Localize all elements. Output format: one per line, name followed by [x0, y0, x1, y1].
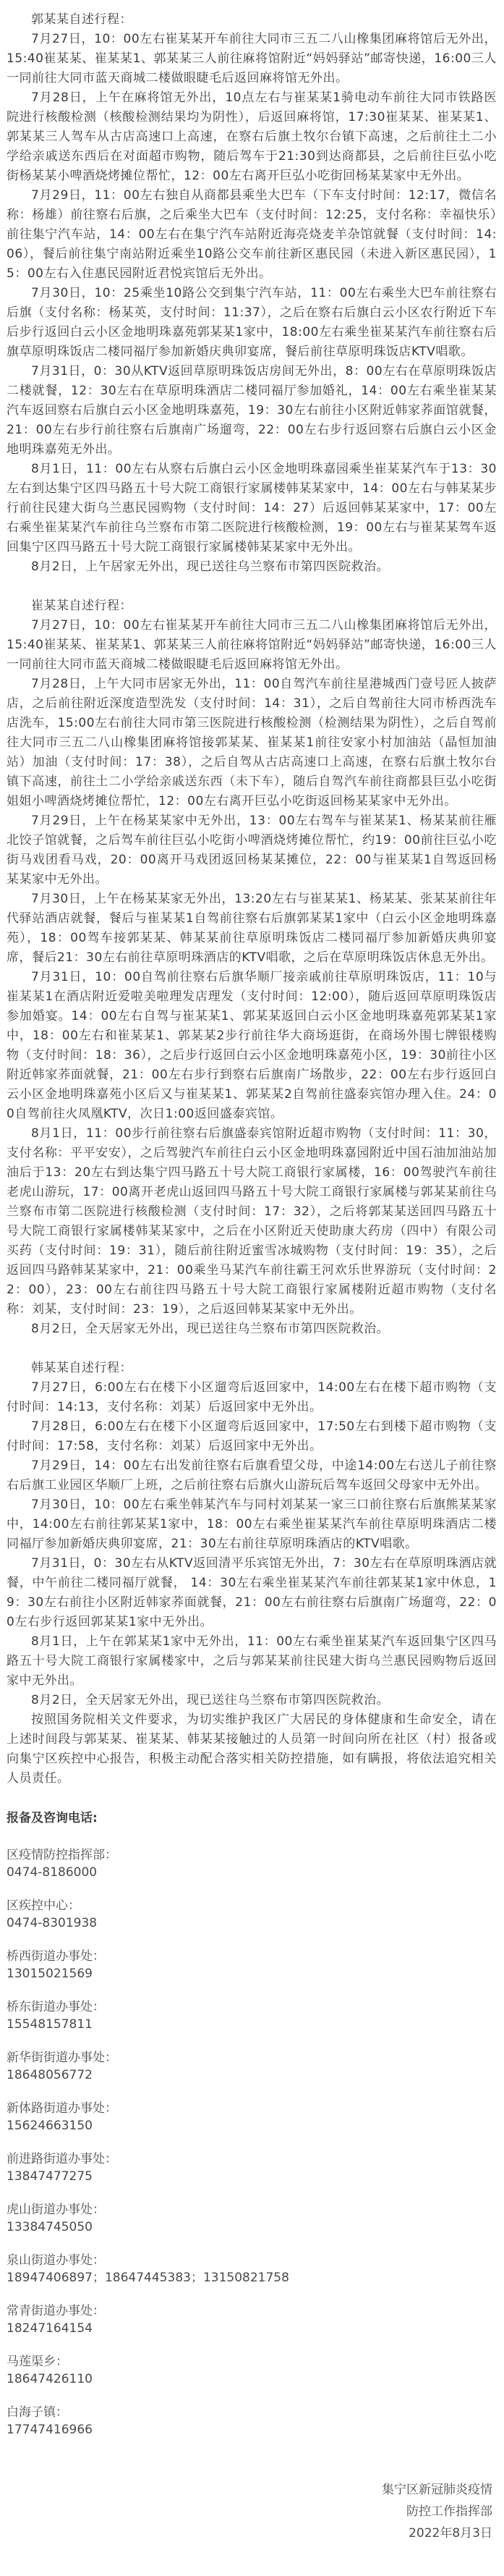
compliance-notice-text: 按照国务院相关文件要求，为切实维护我区广大居民的身体健康和生命安全，请在上述时间段与郭某某、崔某某、韩某某接触过的人员第一时间向所在社区（村）报备或向集宁区疾控中心报告，积极主动配合落实相关防控措施，如有瞒报，将依法追究相关人员责任。 [7, 1713, 497, 1786]
hotline-entry [7, 2150, 497, 2185]
hotline-number: 15548157811 [7, 2017, 93, 2032]
hotline-label: 区疫情防控指挥部： [7, 1848, 117, 1862]
hotline-entry [7, 2302, 497, 2337]
trajectory-paragraph: 7月31日，0：30从KTV返回草原明珠饭店房间无外出，8：00左右在草原明珠饭店二楼就餐，12：30左右在草原明珠酒店二楼同福厅参加婚礼，14：00左右乘坐崔某某汽车返回察右后旗白云小区金地明珠嘉苑，19：30左右前往小区附近韩家荞面馆就餐，21：00左右步行前往察右后旗南广场遛弯，22：00左右步行返回察右后旗白云小区金地明珠嘉苑无外出。 [7, 364, 497, 457]
trajectory-paragraph: 7月31日，10：00自驾前往察右后旗华顺厂接亲戚前往草原明珠饭店，11：10与崔某某1在酒店附近爱啦美啦理发店理发（支付时间：12:00），随后返回草原明珠饭店参加婚宴。14：00左右自驾与崔某某1、郭某某返回白云小区金地明珠嘉苑郭某某1家中，18：00左右和崔某某1、郭某某2步行前往华大商场逛街，在商场外围七牌银楼购物（支付时间：18：36），之后步行返回白云小区金地明珠嘉苑小区，19：30前往小区附近韩家荞面就餐，21：00左右步行到察右后旗南广场散步，22：00左右步行返回白云小区金地明珠嘉苑小区后又与崔某某1、郭某某2自驾前往盛泰宾馆办理入住。24：00自驾前往火凤凰KTV，次日1:00返回盛泰宾馆。 [7, 970, 497, 1121]
hotline-label: 泉山街道办事处： [7, 2253, 105, 2268]
trajectory-paragraph: 7月28日，上午大同市居家无外出，11：00自驾汽车前往星港城西门壹号匠人披萨店，之后前往附近深度造型洗发（支付时间：14：31），之后自驾前往大同市桥西洗车店洗车，15:00左右前往大同市第三医院进行核酸检测（检测结果为阴性），之后自驾前往大同市三五二八山橡集团麻将馆接郭某某、崔某某1前往安家小村加油站（晶恒加油站）加油（支付时间：17：38），之后自驾从古店高速口上高速，在察右后旗土牧尔台镇下高速，前往土二小学给亲戚送东西（未下车），随后自驾汽车前往商都县巨弘小吃街姐姐小啤酒烧烤摊位帮忙，12：00左右离开巨弘小吃街返回杨某某家中无外出。 [7, 677, 497, 808]
hotline-number: 17747416966 [7, 2423, 93, 2437]
trajectory-paragraph: 7月30日，10：00左右乘坐韩某汽车与同村刘某某一家三口前往察右后旗熊某某家中，14:00左右前往郭某某1家中，18：00左右乘坐崔某某汽车前往草原明珠酒店二楼同福厅参加新婚庆典卯宴席，21：30左右前往草原明珠酒店的KTV唱歌。 [7, 1498, 497, 1551]
signature-org-line2: 防控工作指挥部 [406, 2504, 492, 2519]
hotline-number: 18247164154 [7, 2321, 93, 2336]
trajectory-paragraph: 7月30日，上午在杨某某家无外出，13:20左右与崔某某1、杨某某、张某某前往年代驿站酒店就餐，餐后与崔某某1自驾前往察右后旗郭某某1家中（白云小区金地明珠嘉苑），18：00驾车接郭某某、韩某某前往草原明珠饭店二楼同福厅参加新婚庆典卯宴席，餐后21：30左右前往草原明珠酒店的KTV唱歌，之后在草原明珠饭店休息无外出。 [7, 892, 497, 965]
hotline-number: 13847477275 [7, 2169, 93, 2184]
trajectory-paragraph: 7月28日，上午在麻将馆无外出，10点左右与崔某某1骑电动车前往大同市铁路医院进行核酸检测（核酸检测结果均为阴性），后返回麻将馆，17:30崔某某、崔某某1、郭某某三人驾车从古店高速口上高速，在察右后旗土牧尔台镇下高速，之后前往土二小学给亲戚送东西后在对面超市购物，随后驾车于21:30到达商都县，之后前往巨弘小吃街杨某某小啤酒烧烤摊位帮忙，12：00左右离开巨弘小吃街回杨某某家中无外出。 [7, 90, 497, 183]
trajectory-paragraph: 8月1日，上午在郭某某1家中无外出，11：00左右乘坐崔某某汽车返回集宁区四马路五十号大院工商银行家属楼家中，之后与郭某某前往民建大街乌兰惠民园购物后返回家中无外出。 [7, 1634, 497, 1688]
hotline-number: 18647426110 [7, 2372, 93, 2386]
trajectory-paragraph: 7月29日，11：00左右独自从商都县乘坐大巴车（下车支付时间：12:17，微信名称：杨雄）前往察右后旗，之后乘坐大巴车（支付时间：12:25，支付名称：幸福快乐）前往集宁汽车站，14：00左右在集宁汽车站附近海亮烧麦羊杂馆就餐（支付时间：14:06），餐后前往集宁南站附近乘坐10路公交车前往新区惠民园（未进入新区惠民园），15：00左右入住惠民园附近君悦宾馆后无外出。 [7, 188, 497, 281]
hotline-section [7, 1809, 497, 2438]
hotline-entry [7, 2049, 497, 2084]
hotline-label: 虎山街道办事处： [7, 2203, 105, 2217]
hotline-number: 13015021569 [7, 1967, 93, 1981]
hotline-number: 18648056772 [7, 2068, 93, 2082]
hotline-entry [7, 2100, 497, 2134]
trajectory-paragraph: 7月28日，6:00左右在楼下小区遛弯后返回家中，17:50左右到楼下超市购物（支付时间：17:58，支付名称：刘某）后返回家中无外出。 [7, 1419, 497, 1453]
hotline-entry [7, 1897, 497, 1932]
section-heading: 韩某某自述行程： [31, 1361, 132, 1375]
trajectory-paragraph: 7月29日，上午在杨某某家中无外出，13：00左右驾车与崔某某1、杨某某前往雁北饺子馆就餐，之后驾车前往巨弘小吃街小啤酒烧烤摊位帮忙，约19：00前往巨弘小吃街马戏团看马戏，20：00离开马戏团返回杨某某摊位，22：00与崔某某1自驾返回杨某某家中无外出。 [7, 814, 497, 887]
trajectory-paragraph: 8月2日，全天居家无外出，现已送往乌兰察布市第四医院救治。 [31, 1693, 390, 1707]
trajectory-paragraph: 7月29日，14：00左右出发前往察右后旗看望父母，中途14:00左右送儿子前往察右后旗工业园区华顺厂上班，之后前往察右后旗火山游玩后驾车返回父母家中无外出。 [7, 1458, 497, 1492]
signature-org-line1: 集宁区新冠肺炎疫情 [382, 2483, 492, 2497]
hotline-label: 桥东街道办事处： [7, 2000, 105, 2014]
hotline-label: 前进路街道办事处： [7, 2152, 117, 2166]
trajectory-paragraph: 8月1日，11：00左右从察右后旗白云小区金地明珠嘉园乘坐崔某某汽车于13：30左右到达集宁区四马路五十号大院工商银行家属楼韩某某家中，14：00左右与韩某某步行前往民建大街乌兰惠民园购物（支付时间：14：27）后返回韩某某家中，17：00左右乘坐崔某某汽车前往乌兰察布市第二医院进行核酸检测，19：00左右与崔某某驾车返回集宁区四马路五十号大院工商银行家属楼韩某某家中无外出。 [7, 462, 497, 554]
hotline-label: 常青街道办事处： [7, 2304, 105, 2318]
trajectory-paragraph: 7月30日，10：25乘坐10路公交到集宁汽车站，11：00左右乘坐大巴车前往察右后旗（支付名称：杨某英，支付时间：11:37），之后在察右后旗白云小区农行附近下车后步行返回白云小区金地明珠嘉苑郭某某1家中，18:00左右乘坐崔某某汽车前往察右后旗草原明珠饭店二楼同福厅参加新婚庆典卯宴席，餐后前往草原明珠饭店KTV唱歌。 [7, 286, 497, 359]
hotline-entry [7, 2201, 497, 2236]
hotline-number: 0474-8301938 [7, 1916, 98, 1930]
hotline-entry [7, 1948, 497, 1982]
compliance-notice [7, 1710, 497, 1789]
trajectory-paragraph: 7月31日，0：30左右从KTV返回清平乐宾馆无外出，7：30左右在草原明珠酒店就餐，中午前往二楼同福厅就餐， 14：30左右乘坐崔某某汽车前往郭某某1家中休息，19：30左右前往小区附近韩家荞面就餐，21：00左右前往察右后旗南广场遛弯，22：00左右步行返回郭某某1家中无外出。 [7, 1556, 497, 1629]
hotline-label: 马莲渠乡： [7, 2355, 68, 2369]
signature-block [7, 2479, 497, 2547]
hotline-label: 新体路街道办事处： [7, 2101, 117, 2116]
trajectory-paragraph: 8月1日，11：00步行前往察右后旗盛泰宾馆附近超市购物（支付时间：11：30，支付名称：平平安安），之后驾驶汽车前往白云小区金地明珠嘉园附近中国石油加油站加油后于13：20左右到达集宁四马路五十号大院工商银行家属楼，16：00驾驶汽车前往老虎山游玩，17：00离开老虎山返回四马路五十号大院工商银行家属楼与郭某某前往乌兰察布市第二医院进行核酸检测（支付时间：17：32），之后将郭某某送回四马路五十号大院工商银行家属楼韩某某家中，之后在小区附近天使助康大药房（四中）有限公司买药（支付时间：19：31），随后前往附近蜜雪冰城购物（支付时间：19：35），之后返回四马路韩某某家中，21：00乘坐马某汽车前往霸王河欢乐世界游玩（支付时间：22：00），23：00左右前往四马路五十号大院工商银行家属楼附近超市购物（支付名称：刘某，支付时间：23：19），之后返回韩某某家中无外出。 [7, 1126, 497, 1317]
hotline-entry [7, 2353, 497, 2388]
hotline-entry [7, 2404, 497, 2438]
trajectory-paragraph: 8月2日，全天居家无外出，现已送往乌兰察布市第四医院救治。 [31, 1322, 390, 1336]
signature-date: 2022年8月3日 [409, 2526, 492, 2541]
hotline-label: 桥西街道办事处： [7, 1949, 105, 1964]
trajectory-paragraph: 7月27日，10：00左右崔某某开车前往大同市三五二八山橡集团麻将馆后无外出，15:40崔某某、崔某某1、郭某某三人前往麻将馆附近“妈妈驿站”邮寄快递，16:00三人一同前往大同市蓝天商城二楼做眼睫毛后返回麻将馆无外出。 [7, 618, 497, 672]
section-trajectory-cui [7, 596, 497, 1339]
hotline-label: 区疾控中心： [7, 1899, 80, 1913]
trajectory-paragraph: 8月2日，上午居家无外出，现已送往乌兰察布市第四医院救治。 [31, 559, 390, 574]
section-trajectory-guo [7, 10, 497, 577]
hotline-entry [7, 2252, 497, 2286]
hotline-number: 18947406897；18647445383；13150821758 [7, 2271, 289, 2285]
hotline-number: 15624663150 [7, 2119, 93, 2133]
hotline-number: 0474-8186000 [7, 1865, 98, 1880]
hotline-label: 白海子镇： [7, 2405, 68, 2420]
trajectory-paragraph: 7月27日，6:00左右在楼下小区遛弯后返回家中，14:00左右在楼下超市购物（支付时间：14:13，支付名称：刘某）后返回家中无外出。 [7, 1380, 497, 1414]
hotline-entry [7, 1998, 497, 2033]
section-trajectory-han [7, 1359, 497, 1710]
section-heading: 郭某某自述行程： [31, 12, 132, 27]
hotline-entry [7, 1846, 497, 1881]
trajectory-paragraph: 7月27日，10：00左右崔某某开车前往大同市三五二八山橡集团麻将馆后无外出，15:40崔某某、崔某某1、郭某某三人前往麻将馆附近“妈妈驿站”邮寄快递，16:00三人一同前往大同市蓝天商城二楼做眼睫毛后返回麻将馆无外出。 [7, 32, 497, 85]
hotline-heading: 报备及咨询电话: [7, 1811, 98, 1825]
hotline-label: 新华街街道办事处： [7, 2051, 117, 2065]
hotline-number: 13384745050 [7, 2220, 93, 2234]
section-heading: 崔某某自述行程： [31, 599, 132, 613]
